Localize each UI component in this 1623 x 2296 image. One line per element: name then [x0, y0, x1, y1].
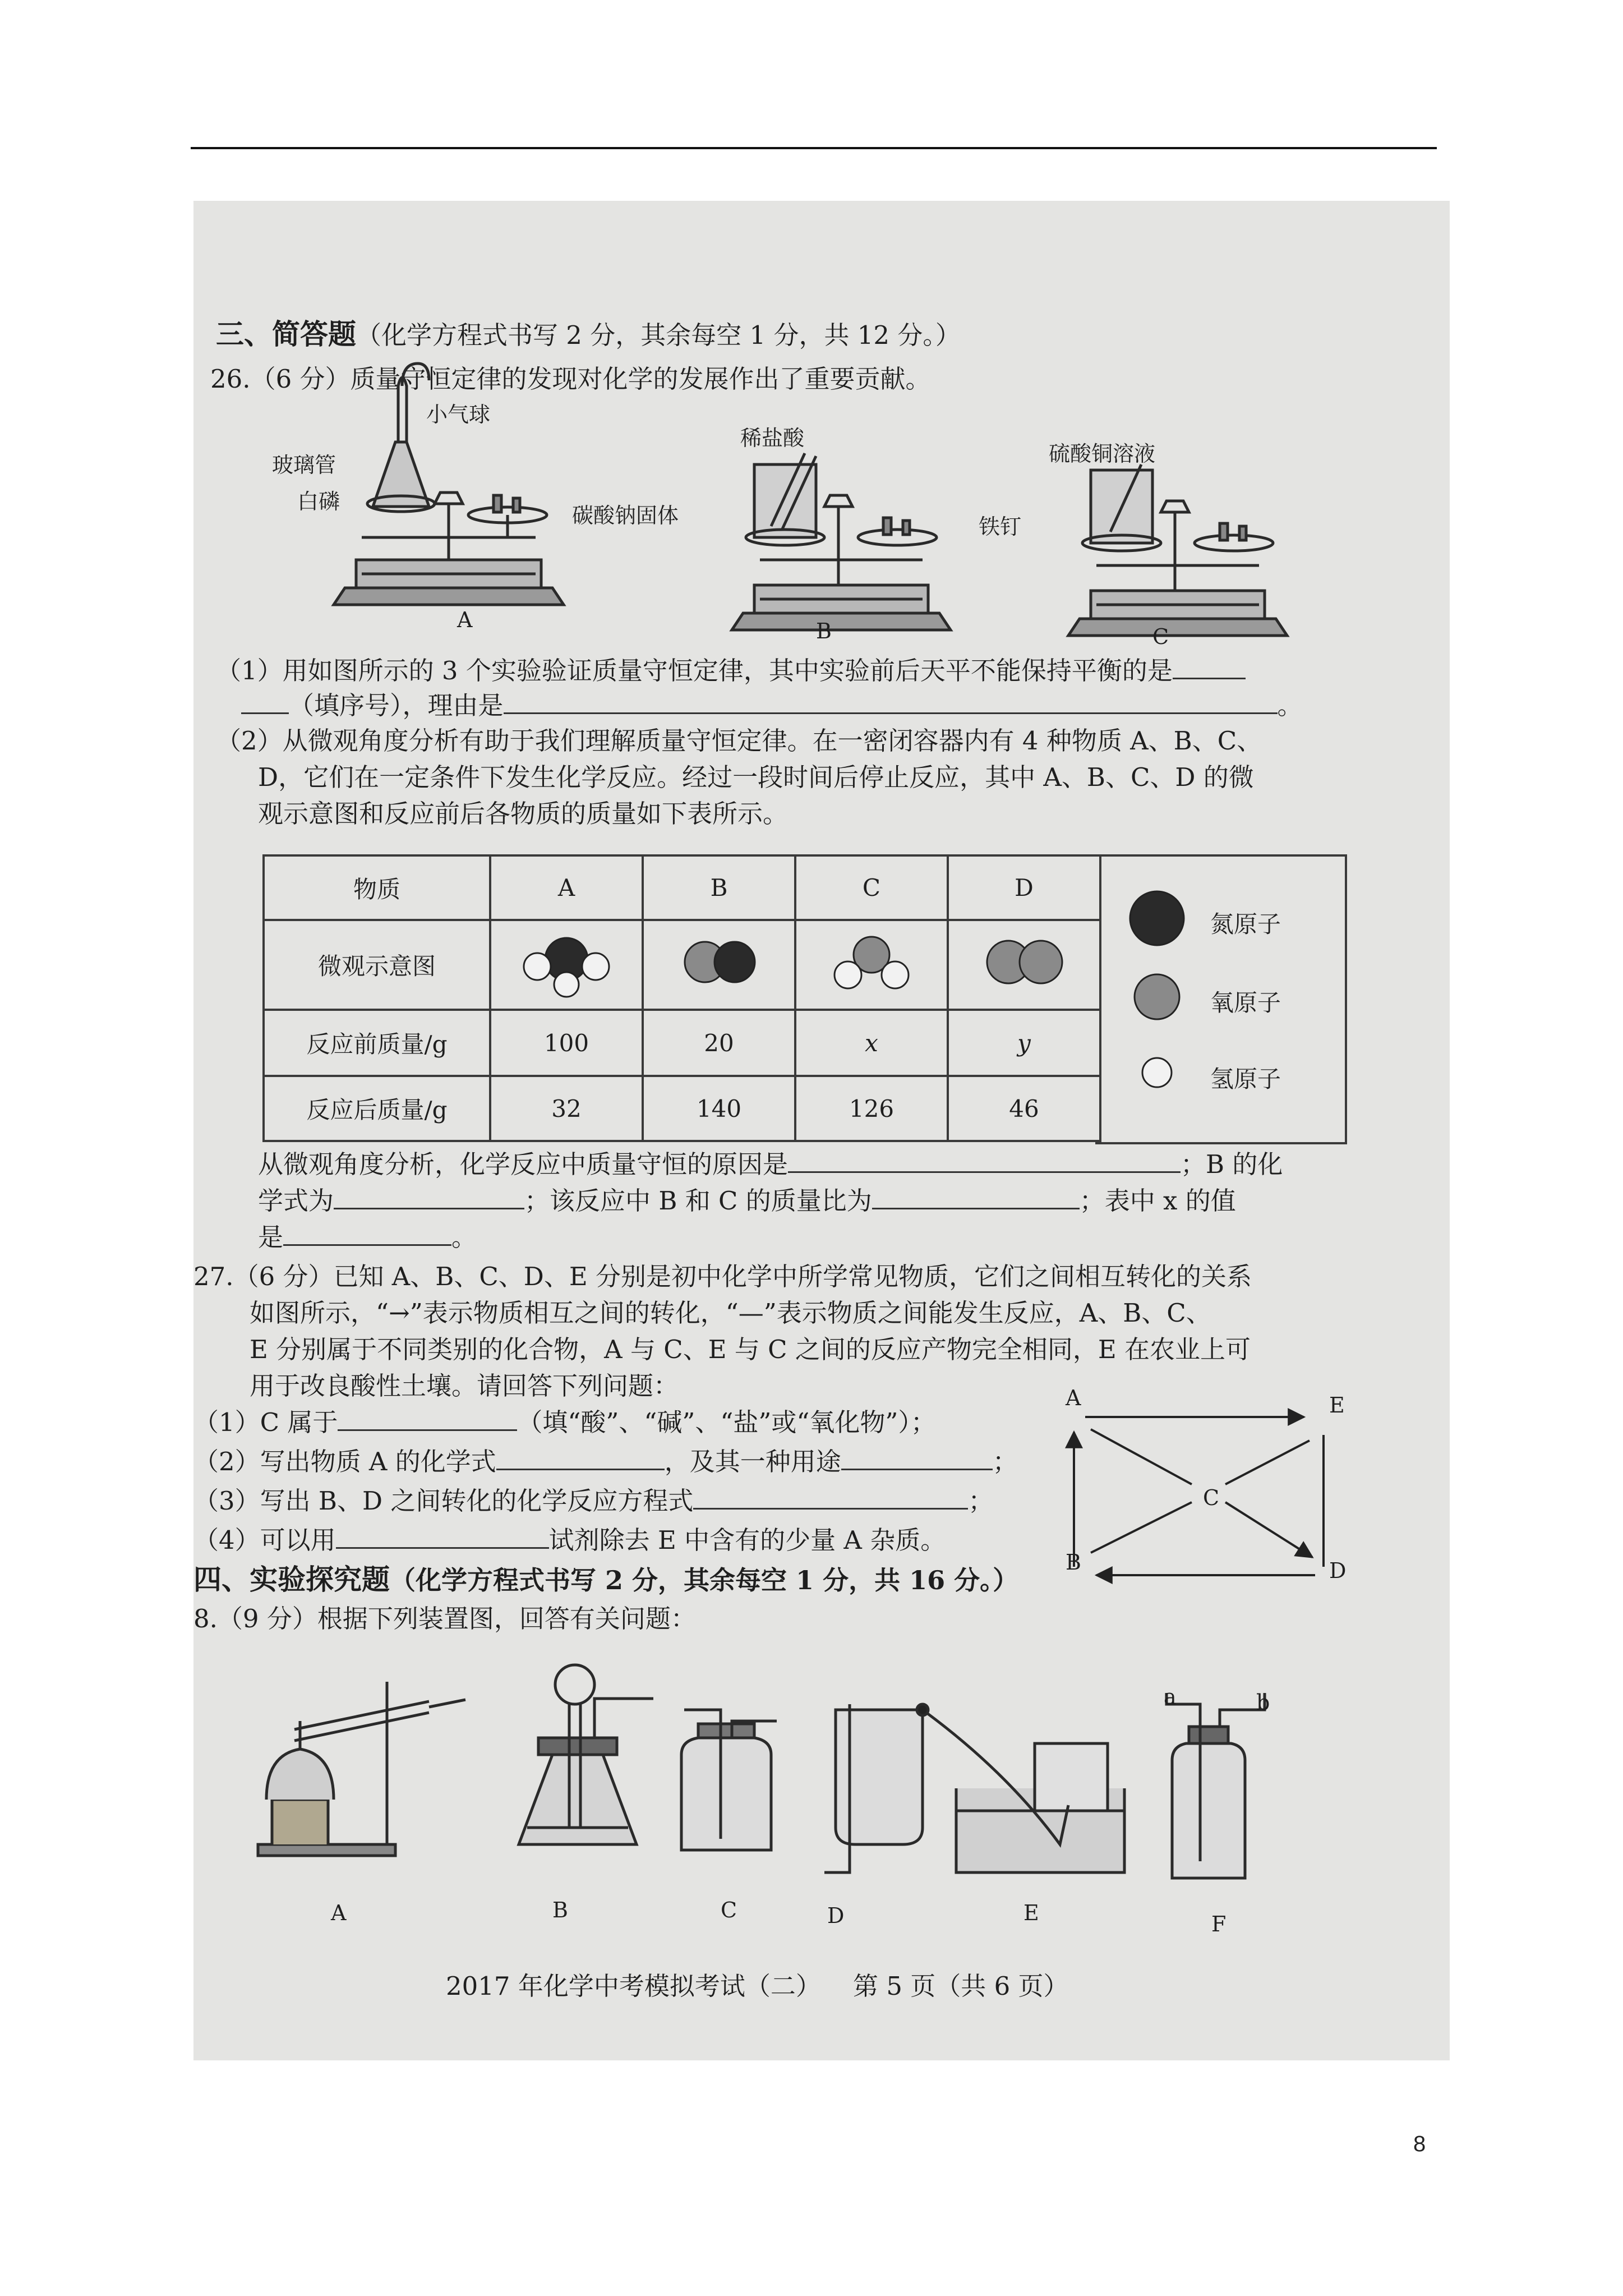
td-before-c: x	[795, 1010, 948, 1076]
section4-heading	[193, 1564, 1018, 1596]
td-micro-b	[643, 920, 795, 1010]
q27-line4: 用于改良酸性土壤。请回答下列问题：	[250, 1371, 679, 1401]
q27-s3-text: （3）写出 B、D 之间转化的化学反应方程式	[193, 1486, 694, 1516]
td-after-b: 140	[643, 1076, 795, 1141]
q27-a-formula-blank[interactable]	[496, 1446, 665, 1470]
q26-after-line3	[258, 1222, 477, 1253]
td-before-a: 100	[490, 1010, 643, 1076]
apparatus-label-b: B	[552, 1898, 568, 1922]
q27-line3: E 分别属于不同类别的化合物，A 与 C、E 与 C 之间的反应产物完全相同，E 在农业上可	[250, 1335, 1251, 1364]
apparatus-label-e: E	[1023, 1901, 1039, 1925]
q26-reason-blank[interactable]	[504, 690, 1278, 714]
molecule-c	[815, 931, 928, 993]
legend-hydrogen: 氢原子	[1210, 1065, 1281, 1093]
q27-line1: 27.（6 分）已知 A、B、C、D、E 分别是初中化学中所学常见物质，它们之间相互转化的关系	[193, 1262, 1252, 1291]
q27-s2-end: ；	[992, 1447, 1018, 1476]
table-row-after	[264, 1076, 1100, 1141]
q26-mass-table	[262, 854, 1101, 1142]
apparatus-d-drawing	[824, 1704, 923, 1872]
balance-c-drawing	[1068, 464, 1287, 636]
q26-b-formula-blank[interactable]	[334, 1185, 524, 1209]
label-balloon: 小气球	[426, 402, 491, 427]
exam-photo	[193, 201, 1450, 2060]
label-iron-nail: 铁钉	[979, 514, 1022, 539]
node-c: C	[1203, 1485, 1220, 1510]
apparatus-label-d: D	[827, 1903, 845, 1928]
q27-sub2	[193, 1446, 1018, 1478]
after-text-2a: 学式为	[258, 1186, 334, 1216]
td-after-a: 32	[490, 1076, 643, 1141]
after-text-1a: 从微观角度分析，化学反应中质量守恒的原因是	[258, 1149, 789, 1179]
q27-equation-blank[interactable]	[693, 1485, 968, 1510]
table-row-before	[264, 1010, 1100, 1076]
q26-answer-blank-1[interactable]	[1173, 655, 1246, 679]
td-after-d: 46	[948, 1076, 1100, 1141]
q26-stem: 26.（6 分）质量守恒定律的发现对化学的发展作出了重要贡献。	[210, 364, 931, 394]
q27-s2-use: ，及其一种用途	[664, 1447, 841, 1476]
q26-part2-line2: D，它们在一定条件下发生化学反应。经过一段时间后停止反应，其中 A、B、C、D 的微	[258, 762, 1254, 792]
molecule-a	[510, 928, 623, 996]
after-text-1b: ；B 的化	[1181, 1149, 1283, 1179]
molecule-d	[968, 931, 1080, 993]
table-row-micro	[264, 920, 1100, 1010]
legend-nitrogen: 氮原子	[1210, 910, 1281, 938]
td-before-b: 20	[643, 1010, 795, 1076]
node-b: B	[1066, 1550, 1081, 1575]
atom-legend	[1095, 854, 1347, 1144]
q27-sub3	[193, 1485, 993, 1517]
th-b: B	[643, 855, 795, 920]
section3-title: 三、简答题	[216, 318, 356, 351]
td-micro-label: 微观示意图	[264, 920, 490, 1010]
port-a-label: a	[1164, 1685, 1177, 1709]
td-after-label: 反应后质量/g	[264, 1076, 490, 1141]
q26-answer-blank-1b[interactable]	[241, 690, 289, 714]
q26-part1-line1	[216, 655, 1246, 687]
port-b-label: b	[1256, 1690, 1270, 1715]
q27-a-use-blank[interactable]	[841, 1446, 993, 1470]
q27-sub1	[193, 1407, 936, 1438]
q26-after-line2	[258, 1185, 1236, 1217]
q27-line2: 如图所示，“→”表示物质相互之间的转化，“—”表示物质之间能发生反应，A、B、C、	[250, 1298, 1211, 1328]
after-text-3b: 。	[451, 1222, 477, 1252]
label-fig-c: C	[1152, 624, 1169, 649]
q27-s4-text: （4）可以用	[193, 1525, 336, 1555]
q27-s3-end: ；	[968, 1486, 994, 1516]
q26-reason-micro-blank[interactable]	[788, 1149, 1181, 1173]
q27-sub4	[193, 1525, 946, 1556]
after-text-3a: 是	[258, 1222, 284, 1252]
td-after-c: 126	[795, 1076, 948, 1141]
q27-reagent-blank[interactable]	[336, 1525, 549, 1549]
q26-x-value-blank[interactable]	[283, 1222, 451, 1246]
apparatus-e-drawing	[917, 1704, 1124, 1872]
label-glass-tube: 玻璃管	[272, 453, 336, 477]
header-rule	[191, 147, 1437, 149]
legend-oxygen: 氧原子	[1210, 989, 1281, 1016]
section4-title: 四、实验探究题	[193, 1563, 390, 1596]
label-fig-a: A	[457, 608, 473, 632]
balance-b-drawing	[732, 453, 951, 630]
q26-p1-text: （1）用如图所示的 3 个实验验证质量守恒定律，其中实验前后天平不能保持平衡的是	[216, 656, 1173, 685]
label-sodium-carbonate: 碳酸钠固体	[572, 503, 679, 528]
after-text-2b: ；该反应中 B 和 C 的质量比为	[524, 1186, 872, 1216]
balance-drawings	[193, 201, 1450, 650]
q26-after-line1	[258, 1149, 1283, 1180]
td-micro-a	[490, 920, 643, 1010]
q26-part1-line2: （填序号），理由是 。	[241, 690, 1303, 721]
td-before-d: y	[948, 1010, 1100, 1076]
q26-part2-line1: （2）从微观角度分析有助于我们理解质量守恒定律。在一密闭容器内有 4 种物质 A、B、C、	[216, 726, 1262, 756]
section4-note: （化学方程式书写 2 分，其余每空 1 分，共 16 分。）	[390, 1565, 1019, 1595]
apparatus-a-drawing	[258, 1682, 465, 1856]
exam-footer: 2017 年化学中考模拟考试（二） 第 5 页（共 6 页）	[446, 1971, 1069, 2001]
apparatus-f-drawing	[1166, 1693, 1265, 1878]
q27-class-blank[interactable]	[338, 1407, 517, 1431]
q27-s1-text: （1）C 属于	[193, 1407, 338, 1437]
q27-s1-hint: （填“酸”、“碱”、“盐”或“氧化物”）；	[517, 1407, 936, 1437]
page-number: 8	[1413, 2132, 1426, 2156]
th-substance: 物质	[264, 855, 490, 920]
apparatus-label-a: A	[331, 1901, 347, 1925]
table-header-row	[264, 855, 1100, 920]
label-copper-sulfate: 硫酸铜溶液	[1049, 441, 1156, 466]
q26-p1-text2: （填序号），理由是	[289, 691, 504, 720]
apparatus-label-c: C	[721, 1898, 737, 1922]
node-a: A	[1066, 1386, 1081, 1410]
q26-mass-ratio-blank[interactable]	[872, 1185, 1080, 1209]
th-d: D	[948, 855, 1100, 920]
th-a: A	[490, 855, 643, 920]
node-d: D	[1329, 1558, 1347, 1583]
after-text-2c: ；表中 x 的值	[1079, 1186, 1236, 1216]
section3-note: （化学方程式书写 2 分，其余每空 1 分，共 12 分。）	[356, 320, 961, 350]
q27-s2-text: （2）写出物质 A 的化学式	[193, 1447, 496, 1476]
molecule-b	[663, 931, 775, 993]
label-dilute-hcl: 稀盐酸	[740, 426, 805, 450]
apparatus-label-f: F	[1211, 1912, 1227, 1936]
td-micro-d	[948, 920, 1100, 1010]
q27-s4-tail: 试剂除去 E 中含有的少量 A 杂质。	[548, 1525, 946, 1555]
label-fig-b: B	[816, 619, 832, 643]
th-c: C	[795, 855, 948, 920]
apparatus-b-drawing	[519, 1665, 653, 1844]
td-micro-c	[795, 920, 948, 1010]
td-before-label: 反应前质量/g	[264, 1010, 490, 1076]
q28-stem: 8.（9 分）根据下列装置图，回答有关问题：	[193, 1604, 696, 1634]
node-e: E	[1329, 1393, 1345, 1418]
label-white-phosphorus: 白磷	[297, 489, 340, 514]
apparatus-c-drawing	[681, 1710, 777, 1850]
q26-part2-line3: 观示意图和反应前后各物质的质量如下表所示。	[258, 799, 789, 829]
